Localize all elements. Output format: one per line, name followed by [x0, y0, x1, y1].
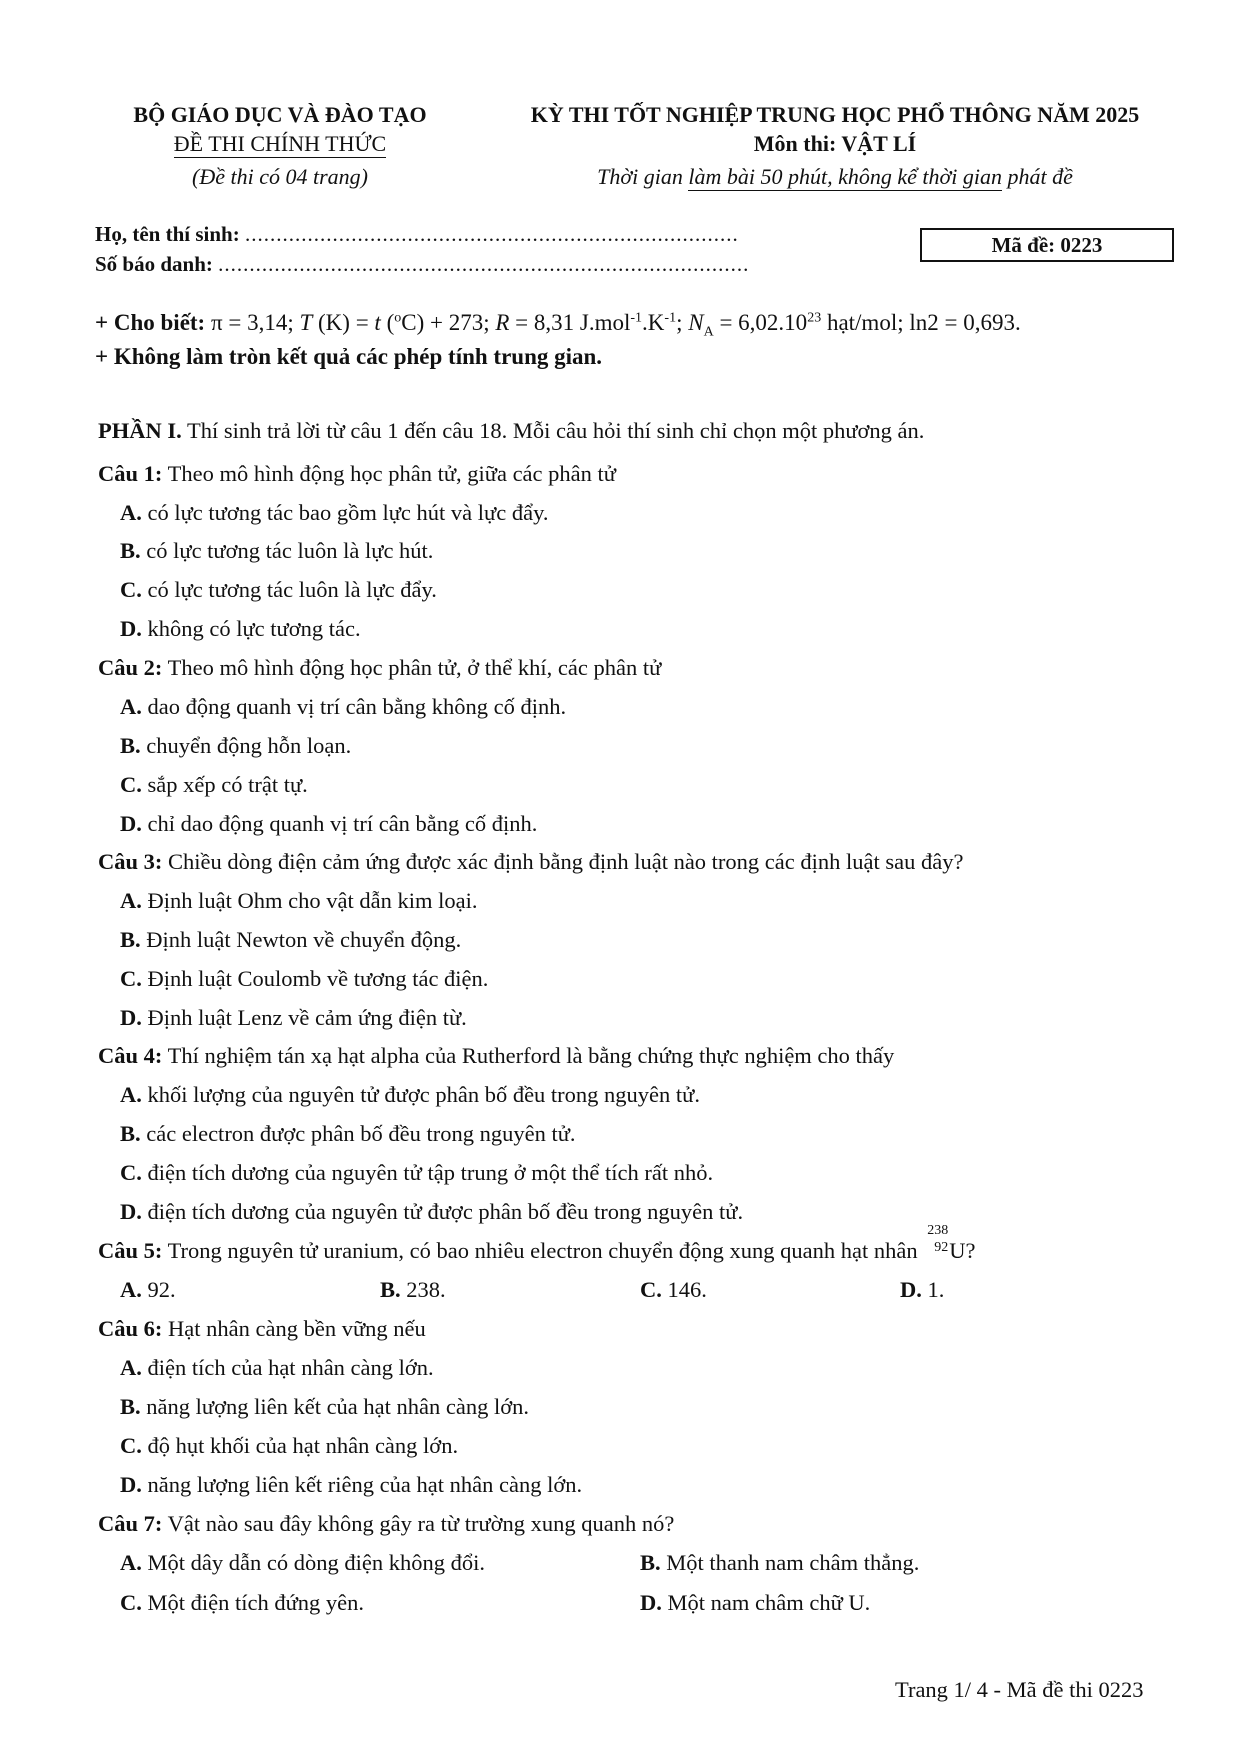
question-text: Vật nào sau đây không gây ra từ trường xung quanh nó?: [162, 1511, 675, 1536]
question-label: Câu 4:: [98, 1043, 163, 1068]
option-letter: B.: [640, 1550, 661, 1575]
t-formula-part: C) + 273;: [401, 310, 490, 335]
question-text-end: ?: [965, 1238, 976, 1263]
question-label: Câu 5:: [98, 1238, 163, 1263]
option-letter: D.: [640, 1590, 662, 1615]
question-5: [98, 1223, 976, 1264]
option-letter: C.: [120, 966, 142, 991]
option-letter: B.: [120, 1394, 141, 1419]
part1-label: PHẦN I.: [98, 418, 182, 443]
q1-option-c[interactable]: [120, 577, 437, 603]
option-letter: B.: [120, 538, 141, 563]
option-text: Định luật Ohm cho vật dẫn kim loại.: [141, 888, 478, 913]
r-exp: -1: [630, 310, 643, 326]
q4-option-c[interactable]: [120, 1160, 713, 1186]
question-6: [98, 1316, 426, 1342]
q2-option-d[interactable]: [120, 811, 537, 837]
pages-note: (Đề thi có 04 trang): [192, 164, 368, 189]
r-unit: .K: [642, 310, 665, 335]
nuclide-mass-number: 238: [927, 1223, 949, 1238]
option-letter: C.: [120, 1160, 142, 1185]
time-prefix: Thời gian: [597, 164, 689, 189]
option-letter: A.: [120, 1277, 142, 1302]
option-text: 92.: [141, 1277, 176, 1302]
q7-option-b[interactable]: [640, 1550, 919, 1576]
q4-option-d[interactable]: [120, 1199, 743, 1225]
time-suffix: phát đề: [1001, 164, 1073, 189]
option-text: điện tích dương của nguyên tử tập trung ở một thể tích rất nhỏ.: [141, 1160, 714, 1185]
q2-option-b[interactable]: [120, 733, 351, 759]
pi-value: π = 3,14;: [210, 310, 294, 335]
nuclide-atomic-number: 92: [934, 1240, 949, 1255]
exam-code-label: Mã đề:: [991, 233, 1056, 257]
option-text: chỉ dao động quanh vị trí cân bằng cố định.: [141, 811, 538, 836]
q3-option-d[interactable]: [120, 1005, 467, 1031]
q1-option-b[interactable]: [120, 538, 433, 564]
option-letter: B.: [120, 927, 141, 952]
option-text: không có lực tương tác.: [141, 616, 361, 641]
option-letter: D.: [120, 616, 142, 641]
option-letter: C.: [120, 1433, 142, 1458]
question-label: Câu 7:: [98, 1511, 163, 1536]
q7-option-c[interactable]: [120, 1590, 364, 1616]
candidate-name-field[interactable]: ...............................................................................: [244, 222, 739, 246]
question-7: [98, 1511, 674, 1537]
given-plus: +: [95, 310, 109, 335]
q6-option-b[interactable]: [120, 1394, 529, 1420]
option-text: khối lượng của nguyên tử được phân bố đều trong nguyên tử.: [141, 1082, 700, 1107]
option-text: 238.: [400, 1277, 446, 1302]
header-right: [490, 98, 1180, 193]
option-text: năng lượng liên kết của hạt nhân càng lớn.: [140, 1394, 530, 1419]
option-text: 146.: [661, 1277, 707, 1302]
option-text: độ hụt khối của hạt nhân càng lớn.: [141, 1433, 459, 1458]
nuclide-symbol: U: [949, 1238, 966, 1263]
candidate-id-label: Số báo danh:: [95, 252, 213, 276]
question-text: Chiều dòng điện cảm ứng được xác định bằng định luật nào trong các định luật sau đây?: [162, 849, 964, 874]
question-label: Câu 1:: [98, 461, 163, 486]
na-exp: 23: [807, 310, 822, 326]
q1-option-d[interactable]: [120, 616, 361, 642]
question-text: Theo mô hình động học phân tử, ở thể khí, các phân tử: [162, 655, 662, 680]
t-formula-part: (: [380, 310, 395, 335]
question-4: [98, 1043, 894, 1069]
q2-option-c[interactable]: [120, 772, 308, 798]
option-text: sắp xếp có trật tự.: [141, 772, 308, 797]
option-letter: D.: [120, 1472, 142, 1497]
option-letter: C.: [120, 1590, 142, 1615]
given-constants: [95, 310, 1021, 340]
q6-option-a[interactable]: [120, 1355, 434, 1381]
q5-option-c[interactable]: [640, 1277, 707, 1303]
t-symbol: T: [299, 310, 313, 335]
option-text: Định luật Coulomb về tương tác điện.: [141, 966, 489, 991]
question-text: Hạt nhân càng bền vững nếu: [162, 1316, 426, 1341]
question-label: Câu 3:: [98, 849, 163, 874]
page-footer: Trang 1/ 4 - Mã đề thi 0223: [895, 1677, 1144, 1702]
na-symbol: N: [688, 310, 704, 335]
option-letter: B.: [380, 1277, 401, 1302]
option-letter: C.: [120, 772, 142, 797]
option-letter: B.: [120, 1121, 141, 1146]
t-formula-part: (K) =: [312, 310, 375, 335]
option-text: có lực tương tác bao gồm lực hút và lực đẩy.: [141, 500, 549, 525]
na-unit: hạt/mol; ln2 = 0,693.: [821, 310, 1021, 335]
question-text: Thí nghiệm tán xạ hạt alpha của Rutherford là bằng chứng thực nghiệm cho thấy: [162, 1043, 895, 1068]
candidate-id-field[interactable]: .....................................................................................: [218, 252, 750, 276]
r-exp: -1: [664, 310, 677, 326]
option-text: các electron được phân bố đều trong nguyên tử.: [140, 1121, 576, 1146]
na-value: = 6,02.10: [713, 310, 808, 335]
subject-line: [490, 127, 1180, 160]
q4-option-b[interactable]: [120, 1121, 576, 1147]
q5-option-a[interactable]: [120, 1277, 176, 1303]
option-letter: A.: [120, 500, 142, 525]
part1-instructions: [98, 418, 924, 444]
header-left: [100, 98, 460, 193]
no-rounding-note: + Không làm tròn kết quả các phép tính trung gian.: [95, 344, 603, 369]
question-text: Trong nguyên tử uranium, có bao nhiêu electron chuyển động xung quanh hạt nhân: [162, 1238, 924, 1263]
question-label: Câu 6:: [98, 1316, 163, 1341]
option-letter: A.: [120, 1082, 142, 1107]
q3-option-a[interactable]: [120, 888, 477, 914]
option-letter: A.: [120, 1355, 142, 1380]
option-letter: D.: [120, 1199, 142, 1224]
exam-code: 0223: [1060, 233, 1103, 257]
given-label: Cho biết:: [113, 310, 206, 335]
option-text: điện tích của hạt nhân càng lớn.: [141, 1355, 434, 1380]
degree-sup: o: [394, 310, 402, 326]
uranium-nuclide: [923, 1223, 949, 1258]
option-text: Một điện tích đứng yên.: [141, 1590, 365, 1615]
question-3: [98, 849, 963, 875]
exam-title: KỲ THI TỐT NGHIỆP TRUNG HỌC PHỔ THÔNG NĂM 2025: [530, 102, 1140, 127]
option-text: Định luật Newton về chuyển động.: [140, 927, 462, 952]
option-letter: A.: [120, 1550, 142, 1575]
official-exam-label: ĐỀ THI CHÍNH THỨC: [173, 131, 387, 156]
q5-option-b[interactable]: [380, 1277, 446, 1303]
subject-name: VẬT LÍ: [841, 131, 917, 156]
question-2: [98, 655, 661, 681]
option-text: Một dây dẫn có dòng điện không đổi.: [141, 1550, 485, 1575]
q6-option-d[interactable]: [120, 1472, 582, 1498]
t-small-symbol: t: [374, 310, 381, 335]
option-letter: B.: [120, 733, 141, 758]
q7-option-d[interactable]: [640, 1590, 870, 1616]
option-text: 1.: [921, 1277, 945, 1302]
option-letter: D.: [120, 1005, 142, 1030]
option-letter: D.: [900, 1277, 922, 1302]
q5-option-d[interactable]: [900, 1277, 944, 1303]
time-line: [490, 160, 1180, 193]
r-symbol: R: [495, 310, 510, 335]
subject-label: Môn thi:: [753, 131, 837, 156]
option-text: dao động quanh vị trí cân bằng không cố định.: [141, 694, 567, 719]
question-1: [98, 461, 616, 487]
ministry-name: BỘ GIÁO DỤC VÀ ĐÀO TẠO: [133, 102, 427, 127]
option-letter: A.: [120, 694, 142, 719]
q7-option-a[interactable]: [120, 1550, 485, 1576]
question-label: Câu 2:: [98, 655, 163, 680]
option-text: Một nam châm chữ U.: [661, 1590, 871, 1615]
na-sub: A: [703, 324, 714, 340]
option-letter: C.: [640, 1277, 662, 1302]
option-text: điện tích dương của nguyên tử được phân bố đều trong nguyên tử.: [141, 1199, 744, 1224]
q4-option-a[interactable]: [120, 1082, 700, 1108]
option-text: có lực tương tác luôn là lực đẩy.: [141, 577, 437, 602]
part1-text: Thí sinh trả lời từ câu 1 đến câu 18. Mỗi câu hỏi thí sinh chỉ chọn một phương án.: [181, 418, 925, 443]
q2-option-a[interactable]: [120, 694, 566, 720]
question-text: Theo mô hình động học phân tử, giữa các phân tử: [162, 461, 616, 486]
option-letter: A.: [120, 888, 142, 913]
option-text: có lực tương tác luôn là lực hút.: [140, 538, 434, 563]
option-text: chuyển động hỗn loạn.: [140, 733, 352, 758]
r-end: ;: [676, 310, 683, 335]
option-text: Định luật Lenz về cảm ứng điện từ.: [141, 1005, 467, 1030]
q1-option-a[interactable]: [120, 500, 548, 526]
q6-option-c[interactable]: [120, 1433, 458, 1459]
r-value: = 8,31 J.mol: [509, 310, 631, 335]
candidate-id-line: [95, 252, 749, 277]
time-underlined: làm bài 50 phút, không kể thời gian: [688, 164, 1002, 189]
candidate-name-label: Họ, tên thí sinh:: [95, 222, 240, 246]
option-text: Một thanh nam châm thẳng.: [660, 1550, 920, 1575]
candidate-name-line: [95, 222, 739, 247]
option-letter: C.: [120, 577, 142, 602]
q3-option-b[interactable]: [120, 927, 461, 953]
option-letter: D.: [120, 811, 142, 836]
q3-option-c[interactable]: [120, 966, 488, 992]
exam-code-box: [920, 228, 1174, 262]
option-text: năng lượng liên kết riêng của hạt nhân càng lớn.: [141, 1472, 583, 1497]
